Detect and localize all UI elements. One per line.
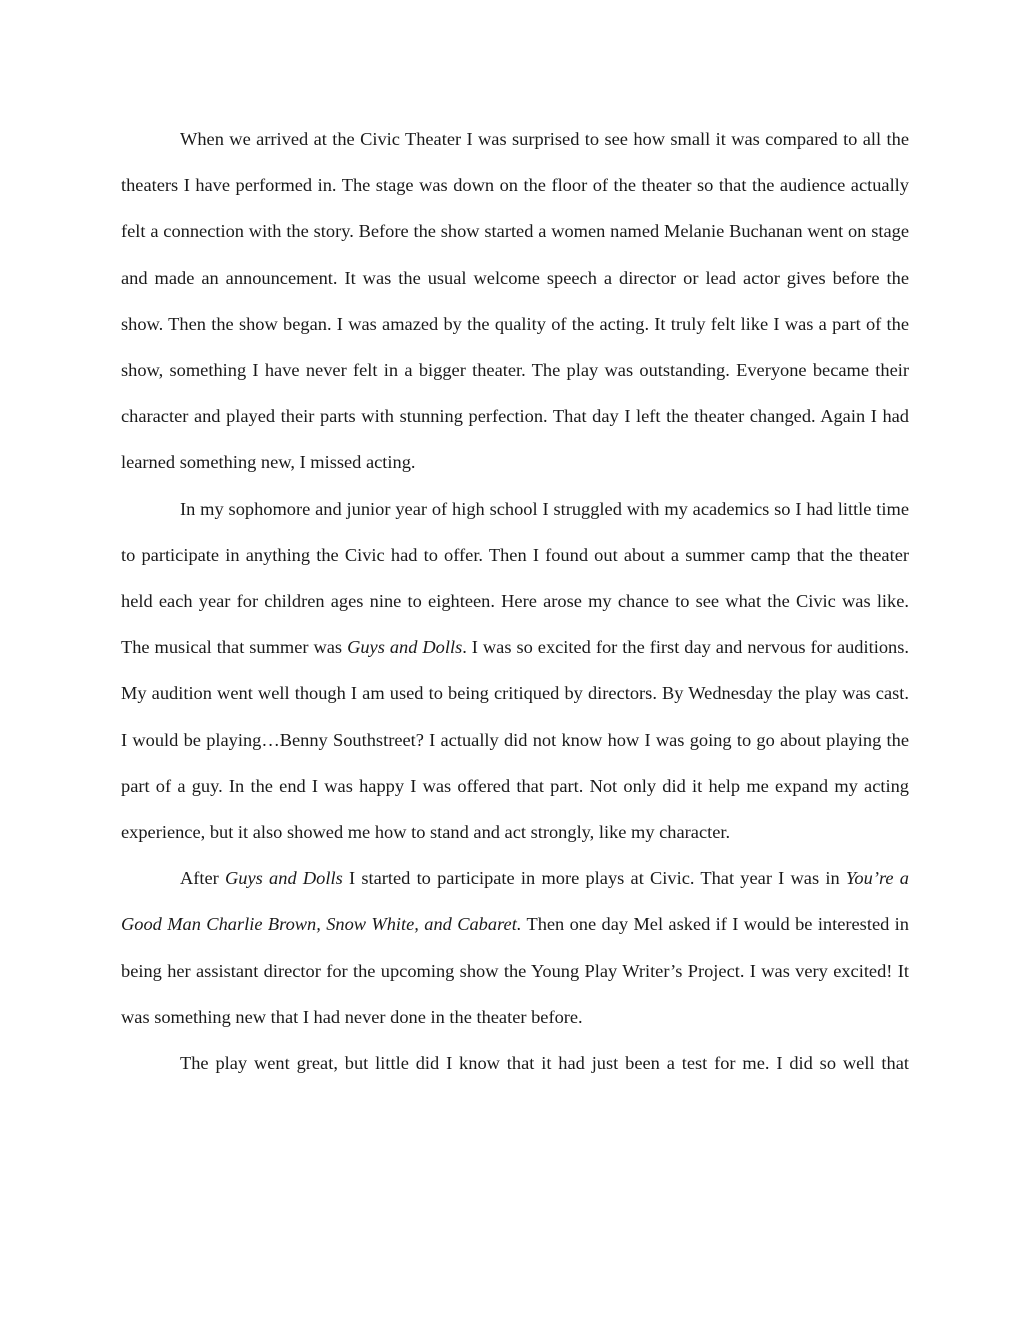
paragraph-text: The play went great, but little did I know that it had just been a test for me. I did so well that (180, 1053, 909, 1074)
paragraph-more-plays (121, 855, 909, 1040)
paragraph-civic-theater (121, 116, 909, 486)
play-title-italic: Guys and Dolls (225, 868, 343, 889)
paragraph-summer-camp (121, 486, 909, 856)
paragraph-text: In my sophomore and junior year of high school I struggled with my academics so I had little time to participate in anything the Civic had to offer. Then I found out about a summer camp that the theater held each year for children ages nine to eighteen. Here arose my chance to see what the Civic was like. The musical that summer was (121, 498, 909, 658)
play-title-italic: Guys and Dolls (347, 637, 463, 658)
paragraph-text: I started to participate in more plays at Civic. That year I was in (342, 868, 846, 889)
paragraph-text: When we arrived at the Civic Theater I was surprised to see how small it was compared to all the theaters I have performed in. The stage was down on the floor of the theater so that the audience actually felt a connection with the story. Before the show started a women named Melanie Buchanan went on stage and made an announcement. It was the usual welcome speech a director or lead actor gives before the show. Then the show began. I was amazed by the quality of the acting. It truly felt like I was a part of the show, something I have never felt in a bigger theater. The play was outstanding. Everyone became their character and played their parts with stunning perfection. That day I left the theater changed. Again I had learned something new, I missed acting. (121, 129, 909, 473)
paragraph-text: Then one day Mel asked if I would be interested in being her assistant director for the upcoming show the Young Play Writer’s Project. I was very excited! It was something new that I had never done in the theater before. (121, 914, 909, 1027)
play-titles-italic: You’re a Good Man Charlie Brown, Snow White, and Cabaret. (121, 868, 910, 935)
paragraph-text: After (180, 868, 226, 889)
essay-body (121, 116, 909, 1086)
paragraph-text: . I was so excited for the first day and nervous for auditions. My audition went well though I am used to being critiqued by directors. By Wednesday the play was cast. I would be playing…Benny Southstreet? I actually did not know how I was going to go about playing the part of a guy. In the end I was happy I was offered that part. Not only did it help me expand my acting experience, but it also showed me how to stand and act strongly, like my character. (121, 637, 909, 843)
paragraph-test (121, 1040, 909, 1086)
